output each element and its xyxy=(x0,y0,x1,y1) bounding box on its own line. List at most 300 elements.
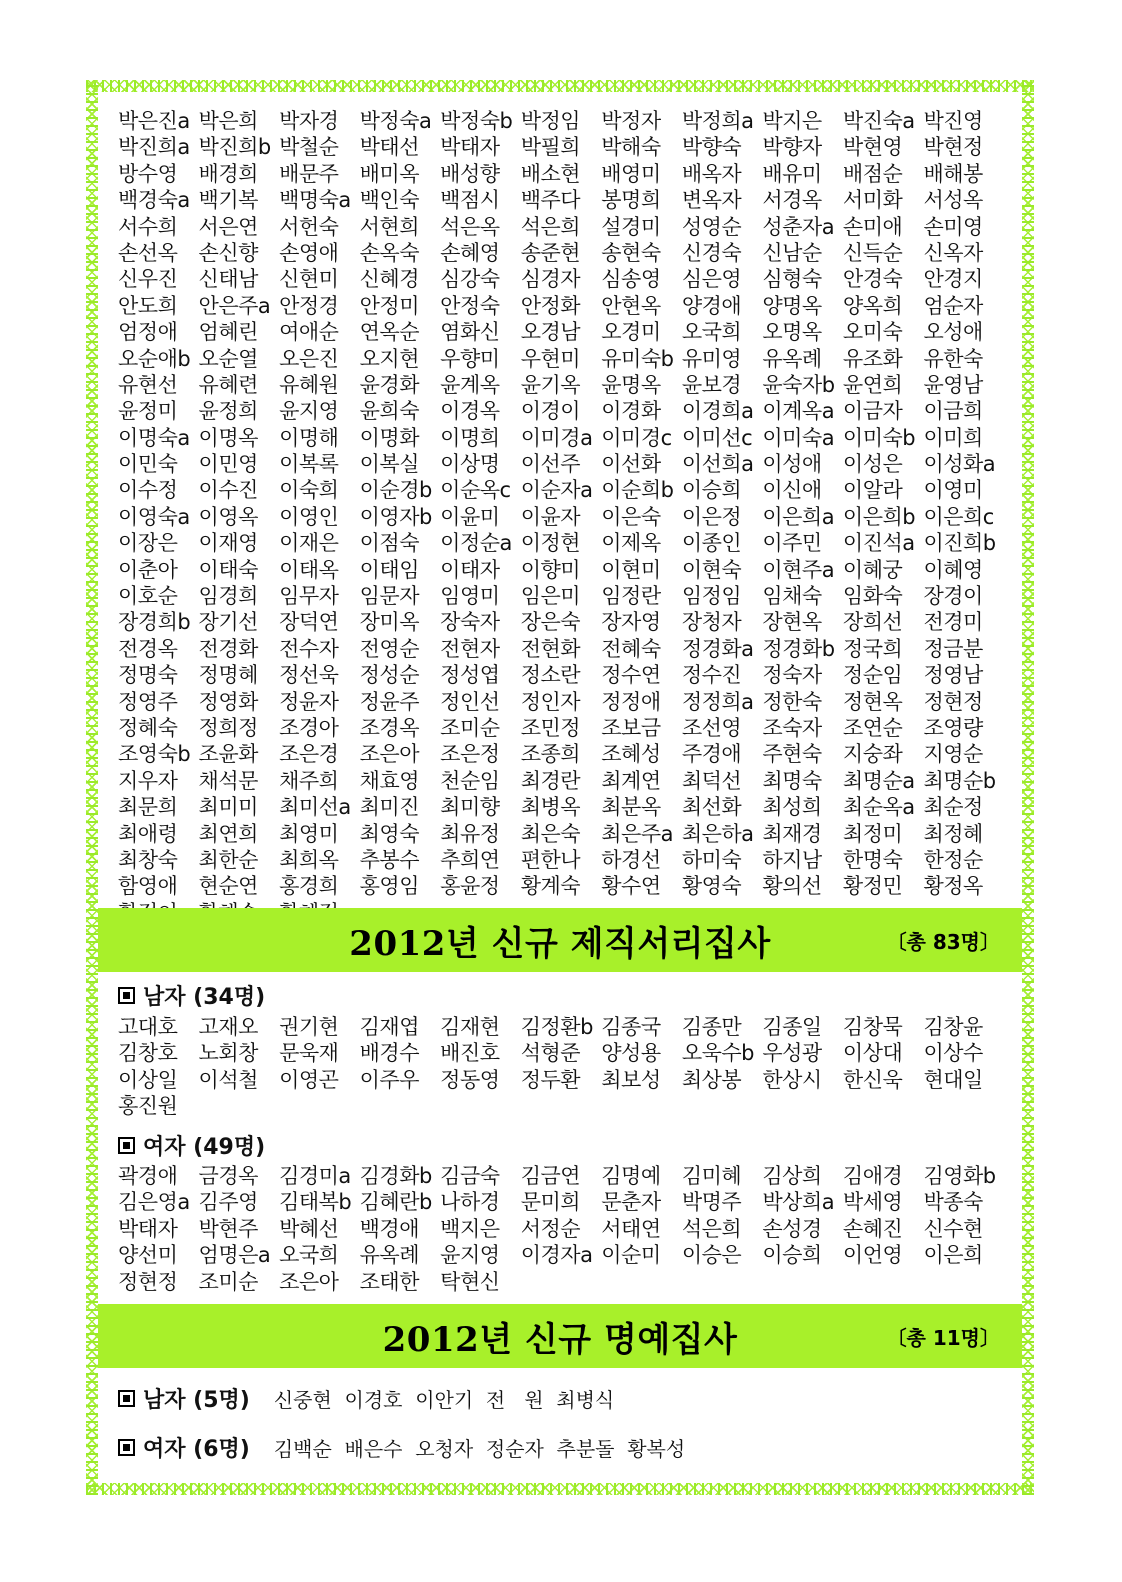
name-entry: 한신욱 xyxy=(842,1067,903,1092)
name-entry: 권기현 xyxy=(279,1015,339,1039)
name-entry: 조민정 xyxy=(520,715,581,740)
name-entry: 윤정미 xyxy=(118,399,178,424)
name-entry: 이경이 xyxy=(520,399,581,424)
name-entry: 최창숙 xyxy=(118,847,178,872)
name-entry: 이민숙 xyxy=(118,452,178,477)
section-total: 〔총 83명〕 xyxy=(886,929,1000,954)
name-entry: 박정희a xyxy=(681,109,754,133)
name-entry: 백인숙 xyxy=(359,188,419,213)
name-entry: 한상시 xyxy=(762,1067,822,1092)
name-entry: 이경화 xyxy=(601,399,661,424)
name-entry: 정금분 xyxy=(923,636,983,661)
honorary-female-label: 여자 (6명) xyxy=(143,1437,250,1462)
name-entry: 최연희 xyxy=(198,821,258,846)
name-entry: 전경미 xyxy=(923,610,983,635)
name-entry: 정영화 xyxy=(198,689,258,714)
name-entry: 유혜원 xyxy=(279,372,339,397)
name-entry: 이계옥a xyxy=(762,399,835,424)
name-entry: 오경남 xyxy=(520,320,581,345)
name-entry: 이진희b xyxy=(923,531,996,556)
name-entry: 오은진 xyxy=(279,346,339,371)
name-entry: 심은영 xyxy=(681,267,742,292)
name-entry: 이미선c xyxy=(681,425,753,450)
name-entry: 이영인 xyxy=(279,504,339,529)
name-entry: 최은숙 xyxy=(520,821,581,846)
name-entry: 이승은 xyxy=(681,1243,742,1268)
name-entry: 김창윤 xyxy=(923,1015,983,1039)
name-entry: 박종숙 xyxy=(923,1190,983,1215)
name-entry: 석은옥 xyxy=(440,214,500,239)
name-entry: 배경수 xyxy=(359,1041,419,1066)
name-entry: 이명옥 xyxy=(198,425,258,450)
female-name-list xyxy=(118,1163,1004,1295)
name-entry: 배옥자 xyxy=(681,161,742,186)
name-entry: 이미희 xyxy=(923,425,983,450)
page-frame xyxy=(86,80,1034,1495)
name-entry: 백명숙a xyxy=(279,188,351,213)
name-entry: 이재은 xyxy=(279,531,339,556)
name-entry: 엄명은a xyxy=(198,1243,271,1268)
name-entry: 윤계옥 xyxy=(440,372,500,397)
name-entry: 박해숙 xyxy=(601,135,661,160)
name-entry: 이은희b xyxy=(842,504,916,529)
name-entry: 김창호 xyxy=(118,1041,178,1066)
name-entry: 이춘아 xyxy=(118,557,178,582)
name-entry: 이순희b xyxy=(601,478,674,503)
name-entry: 이영미 xyxy=(923,478,983,503)
name-entry: 전경화 xyxy=(198,636,258,661)
name-entry: 정정희a xyxy=(681,689,754,714)
name-entry: 배해봉 xyxy=(923,161,983,186)
name-entry: 오지현 xyxy=(359,346,419,371)
name-entry: 정명혜 xyxy=(198,663,258,688)
name-entry: 이정순a xyxy=(440,531,512,556)
name-entry: 전영순 xyxy=(359,636,419,661)
name-entry: 석은희 xyxy=(520,214,581,239)
name-entry: 최애령 xyxy=(118,821,178,846)
name-entry: 박자경 xyxy=(279,109,339,133)
name-entry: 유혜련 xyxy=(198,372,258,397)
name-entry: 신현미 xyxy=(279,267,339,292)
name-entry: 최분옥 xyxy=(601,795,661,820)
name-entry: 추봉수 xyxy=(359,847,419,872)
name-entry: 박정자 xyxy=(601,109,661,133)
name-entry: 손미애 xyxy=(842,214,903,239)
name-entry: 노회창 xyxy=(198,1041,258,1066)
name-entry: 윤지영 xyxy=(440,1243,500,1268)
name-entry: 김경화b xyxy=(359,1164,432,1188)
name-entry: 장은숙 xyxy=(520,610,581,635)
name-entry: 안정화 xyxy=(520,293,581,318)
name-entry: 손미영 xyxy=(923,214,983,239)
name-entry: 전현화 xyxy=(520,636,581,661)
name-entry: 오욱수b xyxy=(681,1041,755,1066)
name-entry: 이선희a xyxy=(681,452,754,477)
name-entry: 장희선 xyxy=(842,610,903,635)
name-entry: 나하경 xyxy=(440,1190,500,1215)
name-entry: 주현숙 xyxy=(762,742,822,767)
name-entry: 봉명희 xyxy=(601,188,661,213)
name-entry: 장미옥 xyxy=(359,610,419,635)
name-entry: 정윤주 xyxy=(359,689,419,714)
name-entry: 이영자b xyxy=(359,504,432,529)
name-entry: 신수현 xyxy=(923,1216,983,1241)
name-entry: 서태연 xyxy=(601,1216,661,1241)
name-entry: 유미숙b xyxy=(601,346,674,371)
name-entry: 금경옥 xyxy=(198,1164,258,1188)
name-entry: 안정경 xyxy=(279,293,339,318)
name-entry: 이은희c xyxy=(923,504,994,529)
name-entry: 심송영 xyxy=(601,267,661,292)
name-entry: 김상희 xyxy=(762,1164,822,1188)
name-entry: 백주다 xyxy=(520,188,581,213)
name-entry: 이윤미 xyxy=(440,504,500,529)
name-entry: 최문희 xyxy=(118,795,178,820)
name-entry: 정성엽 xyxy=(440,663,500,688)
female-label: 여자 (49명) xyxy=(143,1135,266,1160)
name-entry: 이주민 xyxy=(762,531,822,556)
name-entry: 윤숙자b xyxy=(762,372,835,397)
name-entry: 이장은 xyxy=(118,531,178,556)
name-entry: 이명숙a xyxy=(118,425,190,450)
name-entry: 이성애 xyxy=(762,452,822,477)
name-entry: 이현미 xyxy=(601,557,661,582)
name-entry: 이경옥 xyxy=(440,399,500,424)
name-entry: 이복록 xyxy=(279,452,339,477)
name-entry: 방수영 xyxy=(118,161,178,186)
name-entry: 이순미 xyxy=(601,1243,661,1268)
name-entry: 조영량 xyxy=(923,715,983,740)
name-entry: 김재현 xyxy=(440,1015,500,1039)
name-entry: 신경숙 xyxy=(681,240,742,265)
name-entry: 이상대 xyxy=(842,1041,903,1066)
square-bullet-icon xyxy=(118,1137,135,1154)
name-entry: 윤지영 xyxy=(279,399,339,424)
name-entry: 정희정 xyxy=(198,715,258,740)
name-entry: 최명순b xyxy=(923,768,996,793)
female-section-heading xyxy=(118,1130,265,1161)
name-entry: 유현선 xyxy=(118,372,178,397)
honorary-male-label: 남자 (5명) xyxy=(143,1388,250,1413)
section-banner-ordained-deacons xyxy=(98,908,1022,972)
name-entry: 오순애b xyxy=(118,346,191,371)
name-entry: 고대호 xyxy=(118,1015,178,1039)
name-entry: 김재엽 xyxy=(359,1015,419,1039)
name-entry: 정숙자 xyxy=(762,663,822,688)
name-entry: 우향미 xyxy=(440,346,500,371)
name-entry: 오순열 xyxy=(198,346,258,371)
name-entry: 박세영 xyxy=(842,1190,903,1215)
honorary-female-heading xyxy=(118,1432,250,1463)
name-entry: 양옥희 xyxy=(842,293,903,318)
name-entry: 최순옥a xyxy=(842,795,915,820)
name-entry: 하경선 xyxy=(601,847,661,872)
name-entry: 안정숙 xyxy=(440,293,500,318)
name-entry: 서은연 xyxy=(198,214,258,239)
name-entry: 유한숙 xyxy=(923,346,983,371)
name-entry: 박향자 xyxy=(762,135,822,160)
name-entry: 박은진a xyxy=(118,109,190,133)
name-entry: 이복실 xyxy=(359,452,419,477)
name-entry: 이순자a xyxy=(520,478,593,503)
name-entry: 박철순 xyxy=(279,135,339,160)
name-entry: 정현옥 xyxy=(842,689,903,714)
name-entry: 정두환 xyxy=(520,1067,581,1092)
name-entry: 윤보경 xyxy=(681,372,742,397)
name-entry: 엄혜린 xyxy=(198,320,258,345)
name-entry: 이경희a xyxy=(681,399,754,424)
name-entry: 석은희 xyxy=(681,1216,742,1241)
name-entry: 주경애 xyxy=(681,742,742,767)
section-banner-honorary-deacons xyxy=(98,1304,1022,1368)
name-entry: 장숙자 xyxy=(440,610,500,635)
name-entry: 이주우 xyxy=(359,1067,419,1092)
name-entry: 이상명 xyxy=(440,452,500,477)
name-entry: 김태복b xyxy=(279,1190,352,1215)
male-label: 남자 (34명) xyxy=(143,985,266,1010)
name-entry: 지우자 xyxy=(118,768,178,793)
name-entry: 이승희 xyxy=(681,478,742,503)
honorary-male-names: 신중현 이경호 이안기 전 원 최병식 xyxy=(273,1388,615,1412)
name-entry: 배미옥 xyxy=(359,161,419,186)
name-entry: 최정미 xyxy=(842,821,903,846)
name-entry: 양명옥 xyxy=(762,293,822,318)
name-entry: 이미경c xyxy=(601,425,672,450)
name-entry: 이미숙b xyxy=(842,425,916,450)
name-entry: 서성옥 xyxy=(923,188,983,213)
name-entry: 엄순자 xyxy=(923,293,983,318)
name-entry: 임정란 xyxy=(601,584,661,609)
name-entry: 조경옥 xyxy=(359,715,419,740)
name-entry: 이선주 xyxy=(520,452,581,477)
name-entry: 이석철 xyxy=(198,1067,258,1092)
name-entry: 함영애 xyxy=(118,874,178,899)
name-entry: 오국희 xyxy=(279,1243,339,1268)
name-entry: 배경희 xyxy=(198,161,258,186)
name-entry: 조혜성 xyxy=(601,742,661,767)
name-entry: 신옥자 xyxy=(923,240,983,265)
name-entry: 오명옥 xyxy=(762,320,822,345)
name-entry: 안현옥 xyxy=(601,293,661,318)
name-entry: 박태자 xyxy=(440,135,500,160)
name-entry: 손옥숙 xyxy=(359,240,419,265)
name-entry: 정순임 xyxy=(842,663,903,688)
name-entry: 정현정 xyxy=(923,689,983,714)
name-entry: 이수진 xyxy=(198,478,258,503)
name-entry: 황정옥 xyxy=(923,874,983,899)
name-entry: 채효영 xyxy=(359,768,419,793)
name-entry: 채주희 xyxy=(279,768,339,793)
name-entry: 오국희 xyxy=(681,320,742,345)
name-entry: 엄정애 xyxy=(118,320,178,345)
name-entry: 황수연 xyxy=(601,874,661,899)
name-entry: 이미경a xyxy=(520,425,593,450)
name-entry: 문미희 xyxy=(520,1190,581,1215)
name-entry: 정국희 xyxy=(842,636,903,661)
name-entry: 고재오 xyxy=(198,1015,258,1039)
name-entry: 최경란 xyxy=(520,768,581,793)
name-entry: 정영주 xyxy=(118,689,178,714)
name-entry: 전현자 xyxy=(440,636,500,661)
name-entry: 조선영 xyxy=(681,715,742,740)
name-entry: 박상희a xyxy=(762,1190,835,1215)
name-entry: 김정환b xyxy=(520,1015,593,1039)
name-entry: 서경옥 xyxy=(762,188,822,213)
name-entry: 전혜숙 xyxy=(601,636,661,661)
name-entry: 추희연 xyxy=(440,847,500,872)
name-entry: 임문자 xyxy=(359,584,419,609)
name-entry: 배성향 xyxy=(440,161,500,186)
name-entry: 최한순 xyxy=(198,847,258,872)
name-entry: 박진희a xyxy=(118,135,190,160)
name-entry: 윤희숙 xyxy=(359,399,419,424)
name-entry: 최보성 xyxy=(601,1067,661,1092)
name-entry: 박현영 xyxy=(842,135,903,160)
name-entry: 박명주 xyxy=(681,1190,742,1215)
name-entry: 박필희 xyxy=(520,135,581,160)
name-entry: 임은미 xyxy=(520,584,581,609)
name-entry: 이윤자 xyxy=(520,504,581,529)
name-entry: 박은희 xyxy=(198,109,258,133)
name-entry: 양성용 xyxy=(601,1041,661,1066)
name-entry: 장경이 xyxy=(923,584,983,609)
name-entry: 이태숙 xyxy=(198,557,258,582)
name-entry: 최상봉 xyxy=(681,1067,742,1092)
name-entry: 김영화b xyxy=(923,1164,996,1188)
square-bullet-icon xyxy=(118,1439,135,1456)
name-entry: 박혜선 xyxy=(279,1216,339,1241)
name-entry: 편한나 xyxy=(520,847,581,872)
male-name-list xyxy=(118,1014,1004,1120)
name-entry: 전경옥 xyxy=(118,636,178,661)
name-entry: 신혜경 xyxy=(359,267,419,292)
name-entry: 안도희 xyxy=(118,293,178,318)
name-entry: 최영숙 xyxy=(359,821,419,846)
name-entry: 안경숙 xyxy=(842,267,903,292)
name-entry: 최희옥 xyxy=(279,847,339,872)
name-entry: 임경희 xyxy=(198,584,258,609)
name-entry: 한정순 xyxy=(923,847,983,872)
name-entry: 오성애 xyxy=(923,320,983,345)
name-entry: 설경미 xyxy=(601,214,661,239)
name-entry: 이혜궁 xyxy=(842,557,903,582)
name-entry: 박정숙a xyxy=(359,109,432,133)
name-entry: 박진숙a xyxy=(842,109,915,133)
name-entry: 손혜진 xyxy=(842,1216,903,1241)
name-entry: 심강숙 xyxy=(440,267,500,292)
name-entry: 이영숙a xyxy=(118,504,190,529)
section-title: 2012년 신규 제직서리집사 xyxy=(349,923,771,964)
name-entry: 서헌숙 xyxy=(279,214,339,239)
name-entry: 서현희 xyxy=(359,214,419,239)
name-entry: 정혜숙 xyxy=(118,715,178,740)
name-entry: 송준현 xyxy=(520,240,581,265)
name-entry: 조종희 xyxy=(520,742,581,767)
name-entry: 이제옥 xyxy=(601,531,661,556)
name-entry: 서수희 xyxy=(118,214,178,239)
name-entry: 임영미 xyxy=(440,584,500,609)
name-entry: 최계연 xyxy=(601,768,661,793)
name-entry: 백경애 xyxy=(359,1216,419,1241)
name-entry: 현대일 xyxy=(923,1067,983,1092)
name-entry: 최재경 xyxy=(762,821,822,846)
name-entry: 김창묵 xyxy=(842,1015,903,1039)
name-entry: 정인자 xyxy=(520,689,581,714)
name-entry: 홍윤정 xyxy=(440,874,500,899)
name-entry: 우현미 xyxy=(520,346,581,371)
name-entry: 김경미a xyxy=(279,1164,351,1188)
name-entry: 정경화b xyxy=(762,636,835,661)
name-entry: 박현주 xyxy=(198,1216,258,1241)
name-entry: 김종만 xyxy=(681,1015,742,1039)
honorary-male-row xyxy=(118,1383,614,1414)
name-entry: 이혜영 xyxy=(923,557,983,582)
name-entry: 신태남 xyxy=(198,267,258,292)
name-entry: 염화신 xyxy=(440,320,500,345)
name-entry: 문욱재 xyxy=(279,1041,339,1066)
name-entry: 지숭좌 xyxy=(842,742,903,767)
name-entry: 이은희a xyxy=(762,504,835,529)
name-entry: 손선옥 xyxy=(118,240,178,265)
name-entry: 송현숙 xyxy=(601,240,661,265)
name-entry: 이종인 xyxy=(681,531,742,556)
name-entry: 장덕연 xyxy=(279,610,339,635)
name-entry: 정정애 xyxy=(601,689,661,714)
name-entry: 성춘자a xyxy=(762,214,835,239)
deacon-name-list xyxy=(118,108,1004,926)
name-entry: 서미화 xyxy=(842,188,903,213)
name-entry: 배소현 xyxy=(520,161,581,186)
name-entry: 백지은 xyxy=(440,1216,500,1241)
name-entry: 배점순 xyxy=(842,161,903,186)
name-entry: 최유정 xyxy=(440,821,500,846)
name-entry: 유옥례 xyxy=(359,1243,419,1268)
name-entry: 최성희 xyxy=(762,795,822,820)
name-entry: 임무자 xyxy=(279,584,339,609)
name-entry: 조은아 xyxy=(359,742,419,767)
name-entry: 최순정 xyxy=(923,795,983,820)
name-entry: 이순경b xyxy=(359,478,432,503)
name-entry: 이명화 xyxy=(359,425,419,450)
name-entry: 이수정 xyxy=(118,478,178,503)
name-entry: 채석문 xyxy=(198,768,258,793)
name-entry: 이진석a xyxy=(842,531,915,556)
name-entry: 황정민 xyxy=(842,874,903,899)
name-entry: 유조화 xyxy=(842,346,903,371)
name-entry: 정현정 xyxy=(118,1269,178,1294)
name-entry: 김종일 xyxy=(762,1015,822,1039)
name-entry: 이언영 xyxy=(842,1243,903,1268)
name-entry: 하지남 xyxy=(762,847,822,872)
name-entry: 김금숙 xyxy=(440,1164,500,1188)
name-entry: 조은경 xyxy=(279,742,339,767)
male-section-heading xyxy=(118,980,265,1011)
name-entry: 여애순 xyxy=(279,320,339,345)
name-entry: 장현옥 xyxy=(762,610,822,635)
name-entry: 연옥순 xyxy=(359,320,419,345)
name-entry: 박현정 xyxy=(923,135,983,160)
name-entry: 박진희b xyxy=(198,135,271,160)
name-entry: 이승희 xyxy=(762,1243,822,1268)
name-entry: 임정임 xyxy=(681,584,742,609)
name-entry: 이태임 xyxy=(359,557,419,582)
name-entry: 이미숙a xyxy=(762,425,835,450)
name-entry: 지영순 xyxy=(923,742,983,767)
name-entry: 박진영 xyxy=(923,109,983,133)
name-entry: 배문주 xyxy=(279,161,339,186)
name-entry: 조윤화 xyxy=(198,742,258,767)
name-entry: 손성경 xyxy=(762,1216,822,1241)
